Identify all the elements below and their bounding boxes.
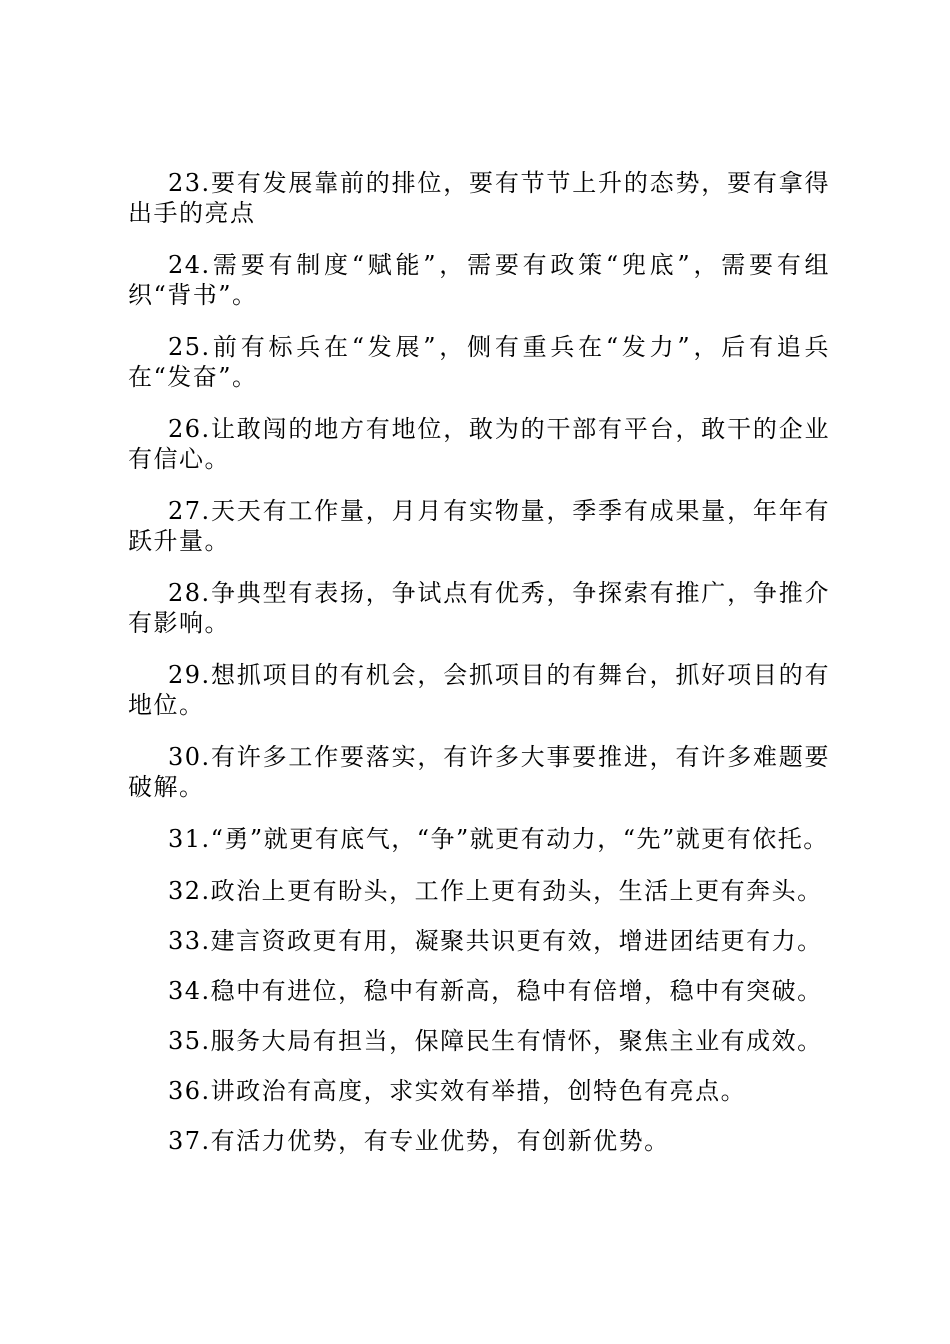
list-item-30: 30.有许多工作要落实，有许多大事要推进，有许多难题要破解。 — [128, 743, 830, 801]
list-item-23: 23.要有发展靠前的排位，要有节节上升的态势，要有拿得出手的亮点 — [128, 169, 830, 227]
list-item-26: 26.让敢闯的地方有地位，敢为的干部有平台，敢干的企业有信心。 — [128, 415, 830, 473]
document-body — [128, 168, 830, 1176]
list-item-31: 31.“勇”就更有底气，“争”就更有动力，“先”就更有依托。 — [168, 825, 829, 853]
list-item-34: 34.稳中有进位，稳中有新高，稳中有倍增，稳中有突破。 — [168, 977, 823, 1005]
list-item-29: 29.想抓项目的有机会，会抓项目的有舞台，抓好项目的有地位。 — [128, 661, 830, 719]
list-item-35: 35.服务大局有担当，保障民生有情怀，聚焦主业有成效。 — [168, 1027, 823, 1055]
list-item-36: 36.讲政治有高度，求实效有举措，创特色有亮点。 — [168, 1077, 747, 1105]
list-item-33: 33.建言资政更有用，凝聚共识更有效，增进团结更有力。 — [168, 927, 823, 955]
list-item-37: 37.有活力优势，有专业优势，有创新优势。 — [168, 1127, 670, 1155]
list-item-24: 24.需要有制度“赋能”，需要有政策“兜底”，需要有组织“背书”。 — [128, 251, 830, 309]
list-item-28: 28.争典型有表扬，争试点有优秀，争探索有推广，争推介有影响。 — [128, 579, 830, 637]
list-item-25: 25.前有标兵在“发展”，侧有重兵在“发力”，后有追兵在“发奋”。 — [128, 333, 830, 391]
list-item-27: 27.天天有工作量，月月有实物量，季季有成果量，年年有跃升量。 — [128, 497, 830, 555]
list-item-32: 32.政治上更有盼头，工作上更有劲头，生活上更有奔头。 — [168, 877, 823, 905]
